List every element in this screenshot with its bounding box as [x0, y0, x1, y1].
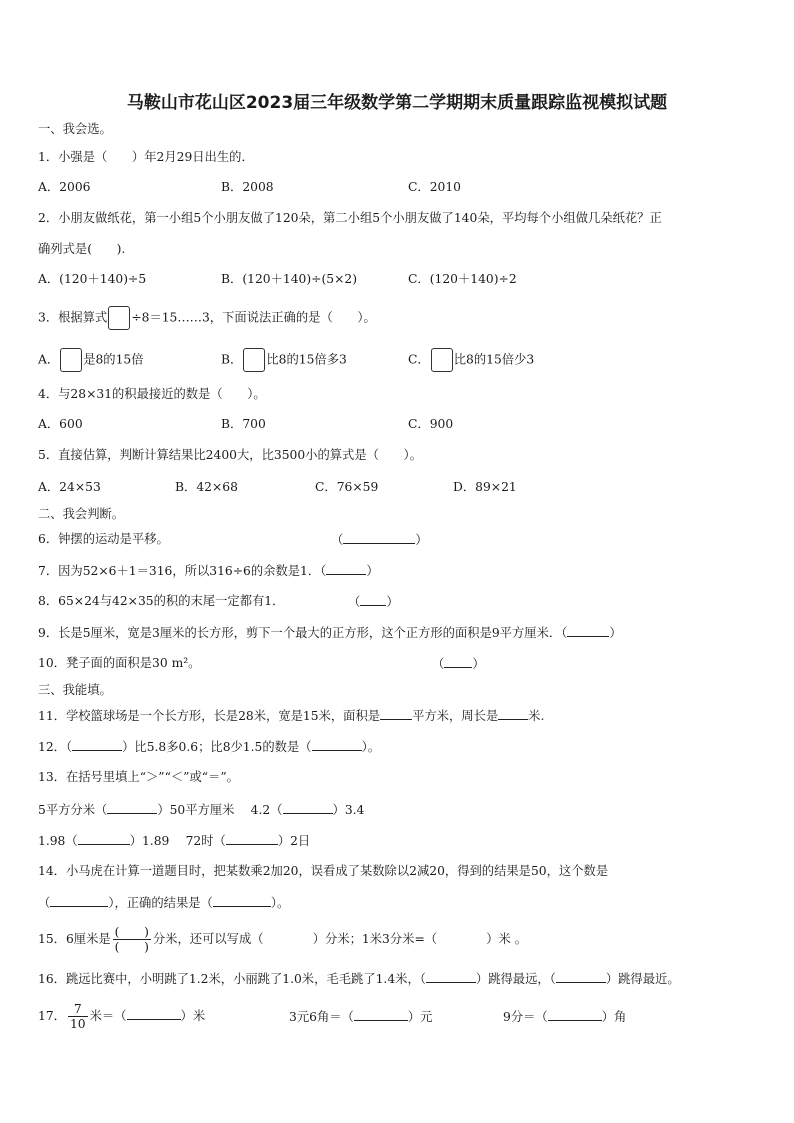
q1-option-a: A．2006 [38, 180, 91, 194]
q5-option-d: D．89×21 [453, 480, 517, 494]
q14-part1: （ [38, 896, 51, 910]
q3-option-a [38, 348, 144, 372]
question-7: 7．因为52×6＋1＝316，所以316÷6的余数是1．（ ） [38, 564, 379, 578]
q13-r1-part3: ）3.4 [332, 803, 365, 817]
q13-r1-blank-2 [283, 801, 333, 814]
q3-option-c-text: 比8的15倍少3 [453, 352, 535, 367]
q12-blank-2 [312, 738, 362, 751]
q12-part3: ）。 [361, 740, 381, 754]
q17-c-part1: 9分＝（ [503, 1010, 548, 1024]
q12-blank-1 [72, 738, 122, 751]
q16-part3: ）跳得最近。 [605, 972, 680, 986]
q6-answer-blank: （ ） [331, 533, 428, 547]
q4-option-b: B．700 [221, 417, 266, 431]
q10-answer-blank: （ ） [432, 657, 485, 671]
q3-option-c-box [431, 348, 453, 372]
question-9: 9．长是5厘米，宽是3厘米的长方形，剪下一个最大的正方形，这个正方形的面积是9平方厘米．（ ） [38, 626, 622, 640]
q11-blank-perimeter [498, 707, 528, 720]
q3-option-b-box [243, 348, 265, 372]
q16-part1: 16．跳远比赛中，小明跳了1.2米，小丽跳了1.0米，毛毛跳了1.4米，（ [38, 972, 426, 986]
q17-fraction-denominator: 10 [69, 1017, 86, 1031]
q3-option-a-label: A． [38, 352, 60, 367]
q11-blank-area [380, 707, 412, 720]
q17-fraction [68, 1002, 88, 1031]
q11-part2: 平方米，周长是 [412, 709, 499, 723]
q16-part2: ）跳得最远，（ [475, 972, 556, 986]
q3-option-a-text: 是8的15倍 [83, 352, 144, 367]
question-5: 5．直接估算，判断计算结果比2400大，比3500小的算式是（ ）。 [38, 448, 422, 462]
q14-part3: ）。 [270, 896, 290, 910]
q15-fraction [113, 925, 151, 954]
q5-option-a: A．24×53 [38, 480, 101, 494]
q1-option-b: B．2008 [221, 180, 274, 194]
q13-row-2 [38, 832, 310, 849]
q4-option-a: A．600 [38, 417, 83, 431]
question-6: 6．钟摆的运动是平移。 [38, 532, 169, 546]
q17-a-part1: 米＝（ [89, 1009, 127, 1023]
question-2-line2: 确列式是( ). [38, 242, 126, 256]
q15-suffix: 分米，还可以写成（ ）分米；1米3分米=（ ）米 。 [152, 932, 528, 946]
q13-r2-blank-1 [78, 832, 130, 845]
question-12 [38, 738, 380, 755]
question-17 [38, 1002, 205, 1031]
page-title: 马鞍山市花山区2023届三年级数学第二学期期末质量跟踪监视模拟试题 [126, 93, 668, 113]
q12-part2: ）比5.8多0.6；比8少1.5的数是（ [122, 740, 312, 754]
q3-answer-box [108, 306, 130, 330]
q15-fraction-numerator: ( ) [114, 925, 149, 939]
q8-answer-blank: （ ） [348, 595, 399, 609]
q3-prefix: 3．根据算式 [38, 310, 108, 325]
question-4: 4．与28×31的积最接近的数是（ ）。 [38, 387, 266, 401]
q17-part-c [503, 1008, 626, 1025]
q11-part3: 米. [528, 709, 545, 723]
q13-r2-part3: ）2日 [277, 834, 311, 848]
q17-blank-2 [354, 1008, 408, 1021]
q17-fraction-numerator: 7 [68, 1002, 88, 1017]
q3-option-c-label: C． [408, 352, 430, 367]
q15-fraction-denominator: ( ) [114, 940, 149, 954]
question-14-line2 [38, 894, 289, 911]
section-heading-2: 二、我会判断。 [38, 507, 125, 521]
q12-part1: 12．（ [38, 740, 73, 754]
q17-part-b [289, 1008, 432, 1025]
q5-option-c: C．76×59 [315, 480, 379, 494]
q3-option-a-box [60, 348, 82, 372]
q13-row-1 [38, 801, 364, 818]
q3-option-c [408, 348, 534, 372]
q17-b-part1: 3元6角＝（ [289, 1010, 354, 1024]
q2-option-b: B．(120＋140)÷(5×2) [221, 272, 358, 286]
question-14-line1: 14．小马虎在计算一道题目时，把某数乘2加20，误看成了某数除以2减20，得到的结果是50，这个数是 [38, 864, 609, 878]
q3-suffix: ÷8＝15……3，下面说法正确的是（ ）。 [131, 310, 376, 325]
q11-part1: 11．学校篮球场是一个长方形，长是28米，宽是15米，面积是 [38, 709, 381, 723]
q17-b-part2: ）元 [407, 1010, 433, 1024]
question-16 [38, 970, 680, 987]
q13-r1-blank-1 [107, 801, 157, 814]
section-heading-1: 一、我会选。 [38, 122, 112, 136]
q3-option-b-label: B． [221, 352, 243, 367]
question-15 [38, 925, 527, 954]
q16-blank-2 [556, 970, 606, 983]
q14-part2: ），正确的结果是（ [108, 896, 213, 910]
question-2-line1: 2．小朋友做纸花，第一小组5个小朋友做了120朵，第二小组5个小朋友做了140朵，平均每个小组做几朵纸花？正 [38, 211, 662, 225]
q17-blank-1 [127, 1007, 181, 1020]
q1-option-c: C．2010 [408, 180, 462, 194]
q5-option-b: B．42×68 [175, 480, 238, 494]
q17-prefix: 17． [38, 1009, 66, 1023]
q17-blank-3 [548, 1008, 602, 1021]
q9-answer-blank [567, 624, 609, 637]
question-11 [38, 707, 544, 724]
q13-r1-part2: ）50平方厘米 4.2（ [157, 803, 283, 817]
q2-option-c: C．(120＋140)÷2 [408, 272, 517, 286]
q4-option-c: C．900 [408, 417, 454, 431]
q13-r2-part1: 1.98（ [38, 834, 78, 848]
q14-blank-2 [213, 894, 271, 907]
q7-answer-blank [326, 562, 366, 575]
q3-option-b-text: 比8的15倍多3 [266, 352, 347, 367]
question-1: 1．小强是（ ）年2月29日出生的． [38, 150, 254, 164]
question-8: 8．65×24与42×35的积的末尾一定都有1． [38, 594, 285, 608]
q3-option-b [221, 348, 347, 372]
q9-text: 9．长是5厘米，宽是3厘米的长方形，剪下一个最大的正方形，这个正方形的面积是9平方厘米． [38, 626, 562, 640]
question-10: 10．凳子面的面积是30 m²。 [38, 656, 201, 670]
section-heading-3: 三、我能填。 [38, 683, 112, 697]
q13-r1-part1: 5平方分米（ [38, 803, 108, 817]
question-13: 13．在括号里填上“＞”“＜”或“＝”。 [38, 770, 239, 784]
q15-prefix: 15．6厘米是 [38, 932, 111, 946]
q16-blank-1 [426, 970, 476, 983]
q13-r2-blank-2 [226, 832, 278, 845]
q14-blank-1 [50, 894, 108, 907]
q7-text: 7．因为52×6＋1＝316，所以316÷6的余数是1． [38, 564, 321, 578]
q2-option-a: A．(120＋140)÷5 [38, 272, 147, 286]
q17-a-part2: ）米 [180, 1009, 206, 1023]
q13-r2-part2: ）1.89 72时（ [129, 834, 226, 848]
question-3 [38, 306, 376, 330]
q17-c-part2: ）角 [601, 1010, 627, 1024]
